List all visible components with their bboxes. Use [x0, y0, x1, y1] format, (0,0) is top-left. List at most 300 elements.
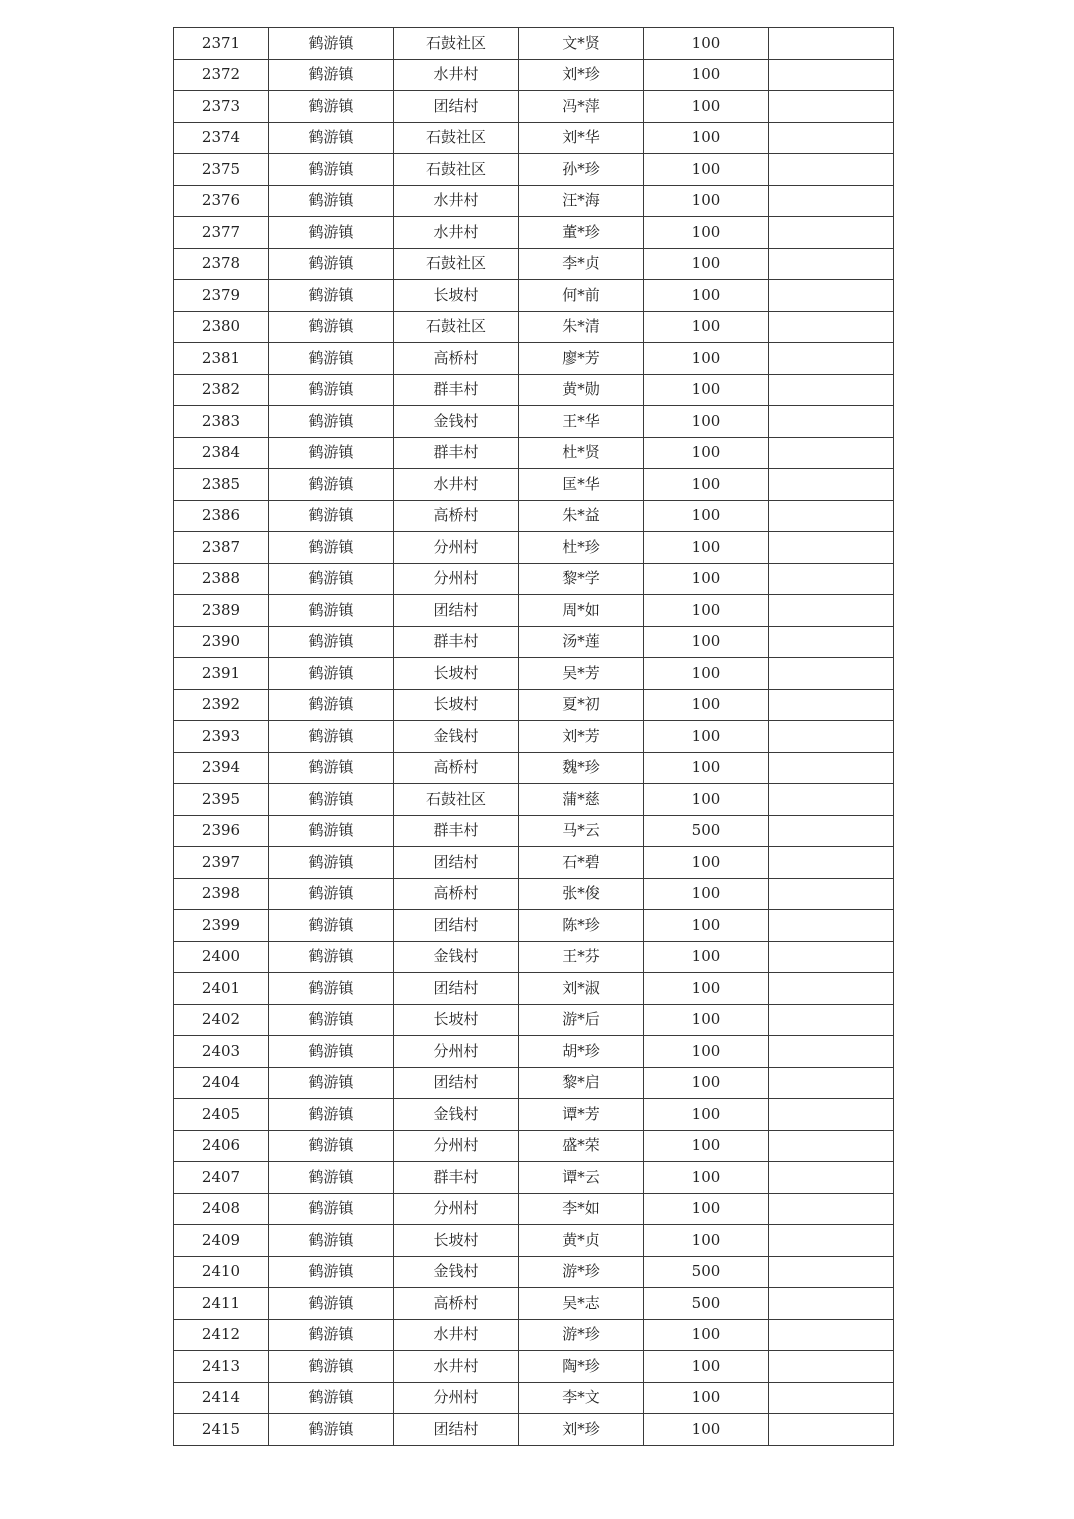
note-cell: [769, 437, 894, 469]
table-row: [174, 1036, 894, 1068]
village-cell: 长坡村: [394, 1004, 519, 1036]
village-cell: 团结村: [394, 1414, 519, 1446]
amount-cell: 100: [644, 28, 769, 60]
table-row: [174, 784, 894, 816]
village-cell: 高桥村: [394, 752, 519, 784]
seq-cell: 2380: [174, 311, 269, 343]
note-cell: [769, 406, 894, 438]
seq-cell: 2393: [174, 721, 269, 753]
amount-cell: 100: [644, 280, 769, 312]
table-row: [174, 563, 894, 595]
village-cell: 水井村: [394, 217, 519, 249]
name-cell: 石*碧: [519, 847, 644, 879]
name-cell: 刘*淑: [519, 973, 644, 1005]
amount-cell: 100: [644, 1004, 769, 1036]
note-cell: [769, 1288, 894, 1320]
seq-cell: 2389: [174, 595, 269, 627]
seq-cell: 2411: [174, 1288, 269, 1320]
name-cell: 匡*华: [519, 469, 644, 501]
name-cell: 杜*贤: [519, 437, 644, 469]
table-row: [174, 1225, 894, 1257]
village-cell: 高桥村: [394, 878, 519, 910]
amount-cell: 100: [644, 374, 769, 406]
seq-cell: 2406: [174, 1130, 269, 1162]
town-cell: 鹤游镇: [269, 815, 394, 847]
town-cell: 鹤游镇: [269, 658, 394, 690]
note-cell: [769, 185, 894, 217]
name-cell: 游*后: [519, 1004, 644, 1036]
table-row: [174, 1414, 894, 1446]
town-cell: 鹤游镇: [269, 122, 394, 154]
note-cell: [769, 311, 894, 343]
village-cell: 金钱村: [394, 941, 519, 973]
name-cell: 王*华: [519, 406, 644, 438]
town-cell: 鹤游镇: [269, 1004, 394, 1036]
town-cell: 鹤游镇: [269, 532, 394, 564]
amount-cell: 100: [644, 658, 769, 690]
table-row: [174, 154, 894, 186]
town-cell: 鹤游镇: [269, 1099, 394, 1131]
table-row: [174, 815, 894, 847]
amount-cell: 100: [644, 973, 769, 1005]
amount-cell: 100: [644, 343, 769, 375]
village-cell: 群丰村: [394, 626, 519, 658]
note-cell: [769, 532, 894, 564]
table-row: [174, 28, 894, 60]
seq-cell: 2413: [174, 1351, 269, 1383]
seq-cell: 2391: [174, 658, 269, 690]
village-cell: 高桥村: [394, 500, 519, 532]
table-row: [174, 343, 894, 375]
village-cell: 分州村: [394, 1036, 519, 1068]
seq-cell: 2373: [174, 91, 269, 123]
note-cell: [769, 1256, 894, 1288]
town-cell: 鹤游镇: [269, 689, 394, 721]
table-row: [174, 847, 894, 879]
amount-cell: 100: [644, 122, 769, 154]
town-cell: 鹤游镇: [269, 784, 394, 816]
amount-cell: 100: [644, 910, 769, 942]
amount-cell: 100: [644, 532, 769, 564]
town-cell: 鹤游镇: [269, 752, 394, 784]
town-cell: 鹤游镇: [269, 1036, 394, 1068]
town-cell: 鹤游镇: [269, 437, 394, 469]
name-cell: 刘*珍: [519, 59, 644, 91]
note-cell: [769, 280, 894, 312]
table-row: [174, 752, 894, 784]
village-cell: 石鼓社区: [394, 784, 519, 816]
village-cell: 水井村: [394, 185, 519, 217]
amount-cell: 100: [644, 1319, 769, 1351]
table-row: [174, 910, 894, 942]
town-cell: 鹤游镇: [269, 1319, 394, 1351]
table-row: [174, 122, 894, 154]
amount-cell: 100: [644, 406, 769, 438]
village-cell: 分州村: [394, 1193, 519, 1225]
table-row: [174, 1351, 894, 1383]
town-cell: 鹤游镇: [269, 910, 394, 942]
town-cell: 鹤游镇: [269, 343, 394, 375]
name-cell: 董*珍: [519, 217, 644, 249]
town-cell: 鹤游镇: [269, 217, 394, 249]
note-cell: [769, 1382, 894, 1414]
name-cell: 李*如: [519, 1193, 644, 1225]
name-cell: 陈*珍: [519, 910, 644, 942]
table-row: [174, 595, 894, 627]
amount-cell: 100: [644, 752, 769, 784]
town-cell: 鹤游镇: [269, 1193, 394, 1225]
amount-cell: 100: [644, 878, 769, 910]
table-row: [174, 1130, 894, 1162]
village-cell: 群丰村: [394, 437, 519, 469]
table-row: [174, 1288, 894, 1320]
name-cell: 汤*莲: [519, 626, 644, 658]
seq-cell: 2382: [174, 374, 269, 406]
table-body: [174, 28, 894, 1446]
note-cell: [769, 815, 894, 847]
note-cell: [769, 469, 894, 501]
name-cell: 刘*华: [519, 122, 644, 154]
seq-cell: 2385: [174, 469, 269, 501]
name-cell: 谭*云: [519, 1162, 644, 1194]
seq-cell: 2386: [174, 500, 269, 532]
name-cell: 廖*芳: [519, 343, 644, 375]
name-cell: 游*珍: [519, 1256, 644, 1288]
table-row: [174, 311, 894, 343]
seq-cell: 2371: [174, 28, 269, 60]
name-cell: 汪*海: [519, 185, 644, 217]
amount-cell: 100: [644, 469, 769, 501]
note-cell: [769, 217, 894, 249]
note-cell: [769, 500, 894, 532]
name-cell: 王*芬: [519, 941, 644, 973]
seq-cell: 2381: [174, 343, 269, 375]
amount-cell: 100: [644, 1193, 769, 1225]
amount-cell: 100: [644, 91, 769, 123]
amount-cell: 500: [644, 815, 769, 847]
seq-cell: 2410: [174, 1256, 269, 1288]
amount-cell: 100: [644, 1225, 769, 1257]
amount-cell: 100: [644, 784, 769, 816]
village-cell: 石鼓社区: [394, 154, 519, 186]
village-cell: 分州村: [394, 532, 519, 564]
town-cell: 鹤游镇: [269, 595, 394, 627]
town-cell: 鹤游镇: [269, 1225, 394, 1257]
table-row: [174, 59, 894, 91]
name-cell: 刘*珍: [519, 1414, 644, 1446]
note-cell: [769, 154, 894, 186]
note-cell: [769, 122, 894, 154]
table-row: [174, 437, 894, 469]
name-cell: 盛*荣: [519, 1130, 644, 1162]
table-row: [174, 91, 894, 123]
amount-cell: 100: [644, 311, 769, 343]
table-row: [174, 1256, 894, 1288]
amount-cell: 100: [644, 941, 769, 973]
town-cell: 鹤游镇: [269, 469, 394, 501]
village-cell: 金钱村: [394, 1256, 519, 1288]
note-cell: [769, 941, 894, 973]
amount-cell: 100: [644, 721, 769, 753]
seq-cell: 2375: [174, 154, 269, 186]
note-cell: [769, 752, 894, 784]
note-cell: [769, 1319, 894, 1351]
table-row: [174, 721, 894, 753]
name-cell: 杜*珍: [519, 532, 644, 564]
subsidy-list-table: [173, 27, 894, 1446]
name-cell: 游*珍: [519, 1319, 644, 1351]
note-cell: [769, 1036, 894, 1068]
town-cell: 鹤游镇: [269, 563, 394, 595]
town-cell: 鹤游镇: [269, 185, 394, 217]
village-cell: 群丰村: [394, 815, 519, 847]
seq-cell: 2388: [174, 563, 269, 595]
seq-cell: 2379: [174, 280, 269, 312]
village-cell: 水井村: [394, 59, 519, 91]
town-cell: 鹤游镇: [269, 721, 394, 753]
table-row: [174, 878, 894, 910]
table-row: [174, 532, 894, 564]
amount-cell: 100: [644, 500, 769, 532]
note-cell: [769, 1130, 894, 1162]
town-cell: 鹤游镇: [269, 1288, 394, 1320]
town-cell: 鹤游镇: [269, 406, 394, 438]
village-cell: 分州村: [394, 563, 519, 595]
note-cell: [769, 595, 894, 627]
town-cell: 鹤游镇: [269, 154, 394, 186]
seq-cell: 2403: [174, 1036, 269, 1068]
name-cell: 何*前: [519, 280, 644, 312]
village-cell: 分州村: [394, 1130, 519, 1162]
name-cell: 魏*珍: [519, 752, 644, 784]
village-cell: 金钱村: [394, 721, 519, 753]
amount-cell: 100: [644, 1162, 769, 1194]
town-cell: 鹤游镇: [269, 626, 394, 658]
name-cell: 文*贤: [519, 28, 644, 60]
seq-cell: 2414: [174, 1382, 269, 1414]
village-cell: 金钱村: [394, 406, 519, 438]
table-row: [174, 973, 894, 1005]
amount-cell: 100: [644, 626, 769, 658]
town-cell: 鹤游镇: [269, 28, 394, 60]
note-cell: [769, 1162, 894, 1194]
name-cell: 马*云: [519, 815, 644, 847]
note-cell: [769, 721, 894, 753]
name-cell: 黄*勋: [519, 374, 644, 406]
amount-cell: 100: [644, 847, 769, 879]
village-cell: 石鼓社区: [394, 28, 519, 60]
name-cell: 吴*志: [519, 1288, 644, 1320]
town-cell: 鹤游镇: [269, 374, 394, 406]
village-cell: 团结村: [394, 1067, 519, 1099]
village-cell: 团结村: [394, 910, 519, 942]
village-cell: 高桥村: [394, 343, 519, 375]
table-row: [174, 374, 894, 406]
seq-cell: 2407: [174, 1162, 269, 1194]
village-cell: 团结村: [394, 595, 519, 627]
village-cell: 高桥村: [394, 1288, 519, 1320]
village-cell: 长坡村: [394, 280, 519, 312]
table-row: [174, 1319, 894, 1351]
seq-cell: 2390: [174, 626, 269, 658]
seq-cell: 2392: [174, 689, 269, 721]
note-cell: [769, 1004, 894, 1036]
note-cell: [769, 910, 894, 942]
table-row: [174, 469, 894, 501]
name-cell: 周*如: [519, 595, 644, 627]
table-row: [174, 1099, 894, 1131]
seq-cell: 2402: [174, 1004, 269, 1036]
village-cell: 团结村: [394, 847, 519, 879]
amount-cell: 100: [644, 1067, 769, 1099]
seq-cell: 2387: [174, 532, 269, 564]
town-cell: 鹤游镇: [269, 1382, 394, 1414]
note-cell: [769, 563, 894, 595]
town-cell: 鹤游镇: [269, 941, 394, 973]
table-row: [174, 280, 894, 312]
note-cell: [769, 658, 894, 690]
village-cell: 水井村: [394, 1319, 519, 1351]
name-cell: 黎*学: [519, 563, 644, 595]
table-row: [174, 248, 894, 280]
seq-cell: 2377: [174, 217, 269, 249]
seq-cell: 2400: [174, 941, 269, 973]
name-cell: 黎*启: [519, 1067, 644, 1099]
amount-cell: 100: [644, 248, 769, 280]
note-cell: [769, 1351, 894, 1383]
note-cell: [769, 1193, 894, 1225]
seq-cell: 2399: [174, 910, 269, 942]
amount-cell: 500: [644, 1288, 769, 1320]
town-cell: 鹤游镇: [269, 1162, 394, 1194]
village-cell: 群丰村: [394, 374, 519, 406]
table-row: [174, 185, 894, 217]
table-row: [174, 406, 894, 438]
table-row: [174, 217, 894, 249]
town-cell: 鹤游镇: [269, 1130, 394, 1162]
seq-cell: 2398: [174, 878, 269, 910]
town-cell: 鹤游镇: [269, 311, 394, 343]
village-cell: 水井村: [394, 1351, 519, 1383]
town-cell: 鹤游镇: [269, 1414, 394, 1446]
note-cell: [769, 689, 894, 721]
village-cell: 石鼓社区: [394, 122, 519, 154]
name-cell: 吴*芳: [519, 658, 644, 690]
amount-cell: 100: [644, 689, 769, 721]
amount-cell: 100: [644, 1130, 769, 1162]
seq-cell: 2378: [174, 248, 269, 280]
town-cell: 鹤游镇: [269, 248, 394, 280]
amount-cell: 100: [644, 185, 769, 217]
town-cell: 鹤游镇: [269, 280, 394, 312]
amount-cell: 100: [644, 59, 769, 91]
village-cell: 石鼓社区: [394, 311, 519, 343]
note-cell: [769, 28, 894, 60]
amount-cell: 100: [644, 1414, 769, 1446]
seq-cell: 2397: [174, 847, 269, 879]
village-cell: 团结村: [394, 973, 519, 1005]
note-cell: [769, 343, 894, 375]
note-cell: [769, 1414, 894, 1446]
town-cell: 鹤游镇: [269, 973, 394, 1005]
amount-cell: 100: [644, 1351, 769, 1383]
town-cell: 鹤游镇: [269, 1256, 394, 1288]
table-row: [174, 1162, 894, 1194]
name-cell: 朱*益: [519, 500, 644, 532]
name-cell: 刘*芳: [519, 721, 644, 753]
village-cell: 长坡村: [394, 1225, 519, 1257]
note-cell: [769, 784, 894, 816]
table-row: [174, 1004, 894, 1036]
town-cell: 鹤游镇: [269, 500, 394, 532]
name-cell: 谭*芳: [519, 1099, 644, 1131]
village-cell: 长坡村: [394, 658, 519, 690]
seq-cell: 2412: [174, 1319, 269, 1351]
seq-cell: 2408: [174, 1193, 269, 1225]
seq-cell: 2404: [174, 1067, 269, 1099]
table-row: [174, 1067, 894, 1099]
amount-cell: 100: [644, 1036, 769, 1068]
table-row: [174, 1193, 894, 1225]
note-cell: [769, 626, 894, 658]
amount-cell: 100: [644, 1382, 769, 1414]
village-cell: 金钱村: [394, 1099, 519, 1131]
amount-cell: 100: [644, 563, 769, 595]
seq-cell: 2376: [174, 185, 269, 217]
village-cell: 水井村: [394, 469, 519, 501]
seq-cell: 2401: [174, 973, 269, 1005]
town-cell: 鹤游镇: [269, 91, 394, 123]
table-row: [174, 689, 894, 721]
name-cell: 孙*珍: [519, 154, 644, 186]
table-row: [174, 1382, 894, 1414]
note-cell: [769, 59, 894, 91]
village-cell: 分州村: [394, 1382, 519, 1414]
amount-cell: 100: [644, 154, 769, 186]
seq-cell: 2405: [174, 1099, 269, 1131]
table-row: [174, 941, 894, 973]
town-cell: 鹤游镇: [269, 847, 394, 879]
name-cell: 朱*清: [519, 311, 644, 343]
name-cell: 陶*珍: [519, 1351, 644, 1383]
note-cell: [769, 1225, 894, 1257]
seq-cell: 2395: [174, 784, 269, 816]
note-cell: [769, 1067, 894, 1099]
name-cell: 李*文: [519, 1382, 644, 1414]
name-cell: 黄*贞: [519, 1225, 644, 1257]
amount-cell: 100: [644, 1099, 769, 1131]
seq-cell: 2396: [174, 815, 269, 847]
town-cell: 鹤游镇: [269, 878, 394, 910]
name-cell: 蒲*慈: [519, 784, 644, 816]
village-cell: 团结村: [394, 91, 519, 123]
name-cell: 胡*珍: [519, 1036, 644, 1068]
village-cell: 群丰村: [394, 1162, 519, 1194]
note-cell: [769, 1099, 894, 1131]
note-cell: [769, 91, 894, 123]
seq-cell: 2372: [174, 59, 269, 91]
town-cell: 鹤游镇: [269, 1067, 394, 1099]
amount-cell: 100: [644, 595, 769, 627]
town-cell: 鹤游镇: [269, 59, 394, 91]
table-row: [174, 626, 894, 658]
note-cell: [769, 847, 894, 879]
seq-cell: 2394: [174, 752, 269, 784]
name-cell: 张*俊: [519, 878, 644, 910]
table-row: [174, 658, 894, 690]
town-cell: 鹤游镇: [269, 1351, 394, 1383]
note-cell: [769, 248, 894, 280]
